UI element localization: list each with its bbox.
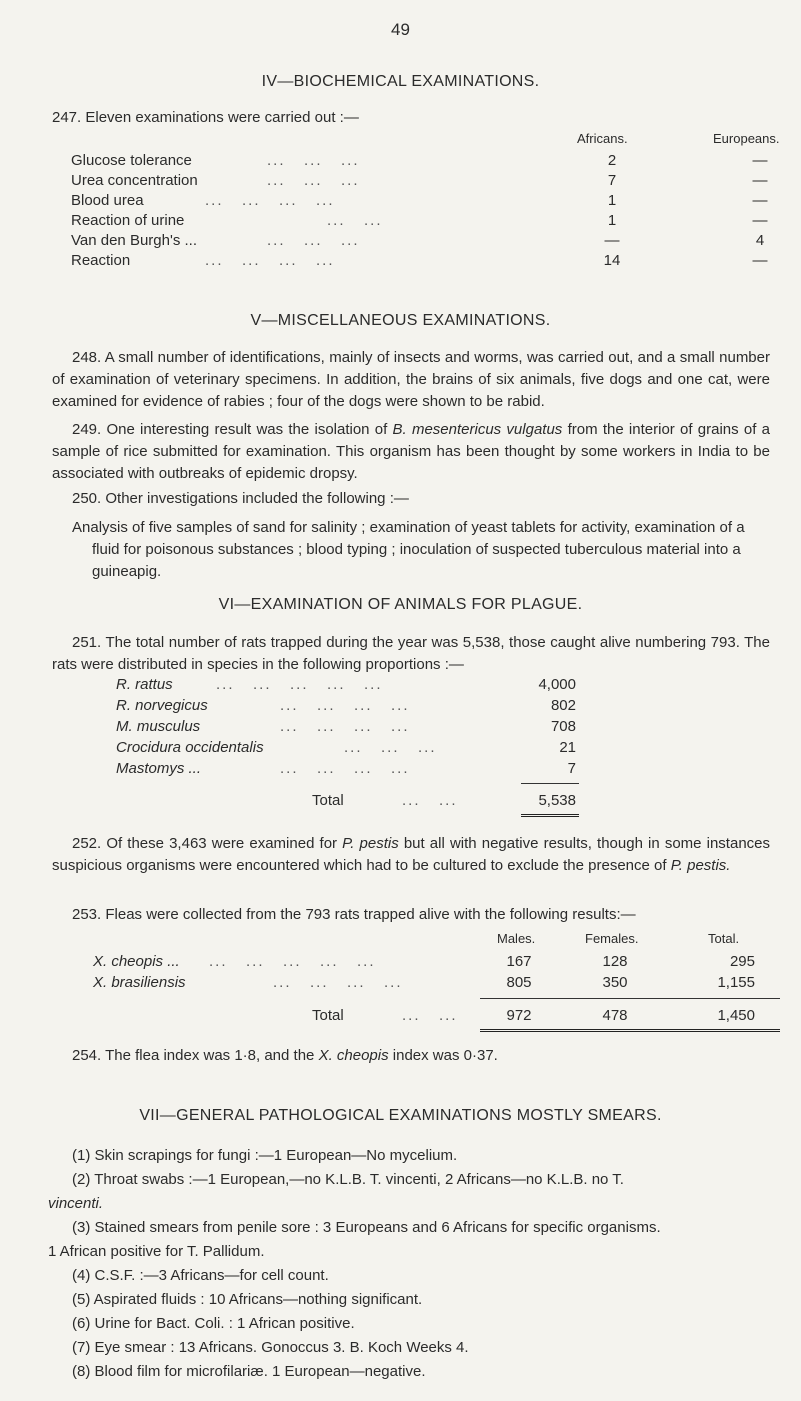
paragraph-250: 250. Other investigations included the following :— bbox=[72, 490, 409, 507]
dot-leader: ... ... ... bbox=[344, 739, 437, 756]
dot-leader: ... ... ... ... bbox=[205, 252, 335, 269]
species-count: 4,000 bbox=[538, 676, 576, 693]
total-row bbox=[116, 792, 716, 812]
paragraph-254 bbox=[72, 1047, 498, 1064]
row-label: Van den Burgh's ... bbox=[71, 232, 197, 249]
species-name: Mastomys ... bbox=[116, 760, 202, 777]
list-item: (3) Stained smears from penile sore : 3 Europeans and 6 Africans for specific organisms. bbox=[72, 1219, 661, 1236]
list-item: (8) Blood film for microfilariæ. 1 European—negative. bbox=[72, 1363, 426, 1380]
table-row bbox=[116, 739, 716, 759]
flea-species: X. cheopis ... bbox=[93, 953, 180, 970]
p249-part-c: from the interior of grains of a sample of rice submitted for examination. This organism has been thought by some workers in India to be associated with outbreaks of epidemic dropsy. bbox=[52, 421, 771, 482]
africans-cell: — bbox=[604, 232, 620, 249]
total-cell: 1,155 bbox=[717, 974, 755, 991]
p249-part-a: 249. One interesting result was the isolation of bbox=[72, 421, 393, 438]
p252-organism-2: P. pestis. bbox=[670, 857, 731, 874]
species-name: Crocidura occidentalis bbox=[116, 739, 264, 756]
p252-organism: P. pestis bbox=[342, 835, 399, 852]
list-item: (7) Eye smear : 13 Africans. Gonoccus 3. B. Koch Weeks 4. bbox=[72, 1339, 469, 1356]
row-label: Glucose tolerance bbox=[71, 152, 192, 169]
table-row bbox=[71, 212, 771, 232]
biochem-intro: 247. Eleven examinations were carried out :— bbox=[52, 109, 359, 126]
species-count: 802 bbox=[550, 697, 576, 714]
africans-cell: 1 bbox=[607, 192, 617, 209]
species-count: 7 bbox=[567, 760, 576, 777]
dot-leader: ... ... bbox=[327, 212, 383, 229]
females-total: 478 bbox=[602, 1007, 628, 1024]
dot-leader: ... ... ... ... bbox=[273, 974, 403, 991]
col-males-header: Males. bbox=[497, 931, 536, 946]
paragraph-252 bbox=[52, 833, 770, 877]
europeans-cell: — bbox=[752, 172, 768, 189]
p254-species: X. cheopis bbox=[318, 1047, 389, 1064]
list-item: (2) Throat swabs :—1 European,—no K.L.B. T. vincenti, 2 Africans—no K.L.B. no T. bbox=[72, 1171, 624, 1188]
table-row bbox=[71, 152, 771, 172]
flea-total-label: Total bbox=[312, 1007, 344, 1024]
europeans-cell: — bbox=[752, 192, 768, 209]
dot-leader: ... ... ... ... ... bbox=[216, 676, 383, 693]
table-row bbox=[71, 172, 771, 192]
dot-leader: ... ... ... bbox=[267, 232, 360, 249]
row-label: Reaction of urine bbox=[71, 212, 185, 229]
table-row bbox=[116, 718, 716, 738]
species-name: R. rattus bbox=[116, 676, 173, 693]
total-rule bbox=[521, 783, 579, 784]
col-total-header: Total. bbox=[708, 931, 740, 946]
table-row bbox=[116, 676, 716, 696]
list-item-continuation: vincenti. bbox=[48, 1195, 104, 1212]
paragraph-249 bbox=[52, 419, 770, 485]
table-row bbox=[71, 232, 771, 252]
dot-leader: ... ... ... ... ... bbox=[209, 953, 376, 970]
europeans-cell: — bbox=[752, 152, 768, 169]
paragraph-253: 253. Fleas were collected from the 793 rats trapped alive with the following results:— bbox=[72, 906, 636, 923]
p254-part-c: index was 0·37. bbox=[388, 1047, 498, 1064]
species-name: M. musculus bbox=[116, 718, 201, 735]
africans-cell: 1 bbox=[607, 212, 617, 229]
p251-text: 251. The total number of rats trapped during the year was 5,538, those caught alive numbering 793. The rats were distributed in species in the following proportions :— bbox=[52, 634, 770, 673]
col-europeans-header: Europeans. bbox=[713, 131, 780, 146]
col-africans-header: Africans. bbox=[577, 131, 628, 146]
general-list bbox=[48, 1144, 780, 1384]
list-item: (4) C.S.F. :—3 Africans—for cell count. bbox=[72, 1267, 329, 1284]
paragraph-248-text: 248. A small number of identifications, mainly of insects and worms, was carried out, and a small number of examination of veterinary specimens. In addition, the brains of six animals, five dogs and one cat, were examined for evidence of rabies ; four of the dogs were shown to be rabid. bbox=[52, 349, 770, 410]
dot-leader: ... ... ... ... bbox=[205, 192, 335, 209]
europeans-cell: — bbox=[752, 252, 768, 269]
females-cell: 350 bbox=[602, 974, 628, 991]
total-label: Total bbox=[312, 792, 344, 809]
dot-leader: ... ... ... bbox=[267, 152, 360, 169]
females-cell: 128 bbox=[602, 953, 628, 970]
col-females-header: Females. bbox=[585, 931, 639, 946]
list-item: (5) Aspirated fluids : 10 Africans—nothing significant. bbox=[72, 1291, 423, 1308]
p250-list-text: Analysis of five samples of sand for salinity ; examination of yeast tablets for activity, examination of a fluid for poisonous substances ; blood typing ; inoculation of suspected tuberculous material into a guineapig. bbox=[72, 519, 745, 580]
flea-species: X. brasiliensis bbox=[93, 974, 186, 991]
list-item-continuation: 1 African positive for T. Pallidum. bbox=[48, 1243, 265, 1260]
row-label: Blood urea bbox=[71, 192, 144, 209]
africans-cell: 2 bbox=[607, 152, 617, 169]
row-label: Urea concentration bbox=[71, 172, 198, 189]
males-cell: 805 bbox=[506, 974, 532, 991]
flea-double-rule bbox=[480, 1029, 780, 1032]
species-count: 21 bbox=[559, 739, 576, 756]
p252-part-a: 252. Of these 3,463 were examined for bbox=[72, 835, 343, 852]
flea-total-rule bbox=[480, 998, 780, 999]
europeans-cell: — bbox=[752, 212, 768, 229]
table-row bbox=[71, 252, 771, 272]
paragraph-250-list bbox=[72, 517, 772, 583]
total-value: 5,538 bbox=[538, 792, 576, 809]
total-cell: 295 bbox=[729, 953, 755, 970]
row-label: Reaction bbox=[71, 252, 131, 269]
dot-leader: ... ... bbox=[402, 1007, 458, 1024]
plague-heading: VI—EXAMINATION OF ANIMALS FOR PLAGUE. bbox=[218, 596, 583, 613]
biochem-heading: IV—BIOCHEMICAL EXAMINATIONS. bbox=[261, 73, 540, 90]
list-item: (1) Skin scrapings for fungi :—1 European—No mycelium. bbox=[72, 1147, 458, 1164]
p249-organism: B. mesentericus vulgatus bbox=[392, 421, 563, 438]
misc-heading: V—MISCELLANEOUS EXAMINATIONS. bbox=[250, 312, 551, 329]
page-number: 49 bbox=[391, 20, 410, 39]
dot-leader: ... ... ... ... bbox=[280, 697, 410, 714]
p252-part-c: but all with negative results, though in some instances suspicious organisms were encountered which had to be cultured to exclude the presence of bbox=[52, 835, 770, 874]
total-double-rule bbox=[521, 814, 579, 817]
table-row bbox=[116, 697, 716, 717]
dot-leader: ... ... ... bbox=[267, 172, 360, 189]
table-row bbox=[93, 953, 783, 973]
list-item: (6) Urine for Bact. Coli. : 1 African positive. bbox=[72, 1315, 355, 1332]
europeans-cell: 4 bbox=[755, 232, 765, 249]
africans-cell: 7 bbox=[607, 172, 617, 189]
africans-cell: 14 bbox=[603, 252, 621, 269]
p254-part-a: 254. The flea index was 1·8, and the bbox=[72, 1047, 319, 1064]
paragraph-251 bbox=[52, 632, 770, 676]
species-name: R. norvegicus bbox=[116, 697, 208, 714]
flea-total-row bbox=[93, 1007, 783, 1027]
dot-leader: ... ... bbox=[402, 792, 458, 809]
males-total: 972 bbox=[506, 1007, 532, 1024]
species-count: 708 bbox=[550, 718, 576, 735]
grand-total: 1,450 bbox=[717, 1007, 755, 1024]
paragraph-248 bbox=[52, 347, 770, 413]
table-row bbox=[116, 760, 716, 780]
general-heading: VII—GENERAL PATHOLOGICAL EXAMINATIONS MOSTLY SMEARS. bbox=[139, 1107, 662, 1124]
dot-leader: ... ... ... ... bbox=[280, 760, 410, 777]
table-row bbox=[93, 974, 783, 994]
males-cell: 167 bbox=[506, 953, 532, 970]
table-row bbox=[71, 192, 771, 212]
dot-leader: ... ... ... ... bbox=[280, 718, 410, 735]
